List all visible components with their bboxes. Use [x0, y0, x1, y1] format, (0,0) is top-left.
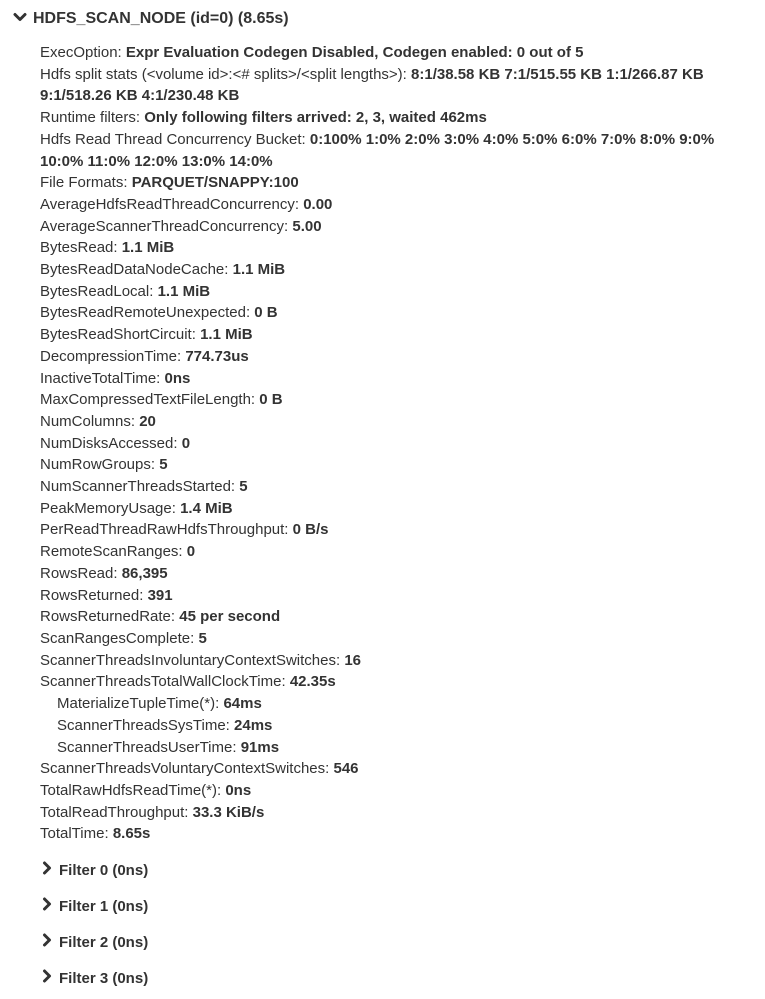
counter-row: [40, 628, 740, 650]
counter-label: DecompressionTime:: [40, 347, 182, 365]
counter-value: 86,395: [121, 564, 168, 582]
counter-value: 5: [198, 629, 207, 647]
counter-label: RowsRead:: [40, 564, 118, 582]
counter-row: [40, 606, 740, 628]
counter-row: [40, 802, 740, 824]
counter-label: ScannerThreadsSysTime:: [57, 716, 230, 734]
filters-list: [0, 859, 765, 989]
counter-label: PeakMemoryUsage:: [40, 499, 176, 517]
counter-label: InactiveTotalTime:: [40, 369, 161, 387]
counter-label: ScannerThreadsTotalWallClockTime:: [40, 673, 286, 691]
counter-row: [40, 107, 740, 129]
counter-label: Hdfs split stats (<volume id>:<# splits>/<split lengths>):: [40, 65, 407, 83]
counter-row: [40, 498, 740, 520]
counter-label: BytesReadDataNodeCache:: [40, 261, 229, 279]
counter-row: [40, 693, 740, 715]
counter-row: [40, 780, 740, 802]
chevron-right-icon: [42, 969, 52, 988]
counter-row: [40, 454, 740, 476]
filter-title: Filter 2 (0ns): [59, 933, 149, 951]
counter-value: 0:100% 1:0% 2:0% 3:0% 4:0% 5:0% 6:0% 7:0% 8:0% 9:0% 10:0% 11:0% 12:0% 13:0% 14:0%: [40, 130, 715, 170]
counter-label: ScannerThreadsVoluntaryContextSwitches:: [40, 760, 330, 778]
counter-row: [40, 281, 740, 303]
counter-label: MaxCompressedTextFileLength:: [40, 391, 256, 409]
counter-label: TotalTime:: [40, 825, 109, 843]
counter-value: Only following filters arrived: 2, 3, waited 462ms: [144, 109, 487, 127]
counter-value: 546: [333, 760, 359, 778]
counter-label: RemoteScanRanges:: [40, 543, 183, 561]
counter-row: [40, 259, 740, 281]
counter-label: RowsReturnedRate:: [40, 608, 176, 626]
counter-value: 91ms: [240, 738, 280, 756]
counter-row: [40, 42, 740, 64]
counter-label: Hdfs Read Thread Concurrency Bucket:: [40, 130, 306, 148]
counter-value: 0ns: [164, 369, 191, 387]
counter-label: TotalReadThroughput:: [40, 803, 189, 821]
counter-row: [40, 194, 740, 216]
filter-row[interactable]: [0, 931, 765, 953]
counter-row: [40, 237, 740, 259]
counter-row: [40, 823, 740, 845]
counter-label: MaterializeTupleTime(*):: [57, 695, 220, 713]
counter-value: 8.65s: [112, 825, 151, 843]
counter-row: [40, 476, 740, 498]
filter-title: Filter 0 (0ns): [59, 861, 149, 879]
counter-value: 5.00: [292, 217, 322, 235]
counter-label: Runtime filters:: [40, 109, 141, 127]
counter-label: ScannerThreadsUserTime:: [57, 738, 237, 756]
counter-value: 0: [181, 434, 191, 452]
filter-title: Filter 3 (0ns): [59, 969, 149, 987]
chevron-right-icon: [42, 897, 52, 916]
counter-label: BytesRead:: [40, 239, 118, 257]
counter-row: [40, 433, 740, 455]
counter-label: ExecOption:: [40, 44, 122, 61]
counter-value: 45 per second: [179, 608, 281, 626]
counter-value: 16: [344, 651, 362, 669]
counter-row: [40, 715, 740, 737]
counter-value: 391: [147, 586, 173, 604]
counter-row: [40, 216, 740, 238]
chevron-right-icon: [42, 861, 52, 880]
counter-row: [40, 563, 740, 585]
counter-value: 774.73us: [185, 347, 249, 365]
chevron-down-icon: [13, 10, 27, 29]
counter-label: ScanRangesComplete:: [40, 629, 195, 647]
counter-value: 0.00: [303, 195, 333, 213]
counter-value: 5: [239, 478, 248, 496]
counter-value: 20: [139, 412, 156, 430]
counter-value: 0 B: [254, 304, 278, 322]
counter-row: [40, 324, 740, 346]
counter-label: BytesReadLocal:: [40, 282, 154, 300]
counter-label: RowsReturned:: [40, 586, 144, 604]
counter-value: 33.3 KiB/s: [192, 803, 265, 821]
counter-label: NumDisksAccessed:: [40, 434, 178, 452]
counters-list: [40, 42, 740, 845]
filter-row[interactable]: [0, 895, 765, 917]
counter-value: 1.1 MiB: [200, 326, 253, 344]
counter-value: 0 B: [259, 391, 283, 409]
counter-value: Expr Evaluation Codegen Disabled, Codegen enabled: 0 out of 5: [125, 44, 584, 61]
counter-label: File Formats:: [40, 174, 128, 192]
counter-value: 5: [159, 456, 168, 474]
counter-row: [40, 650, 740, 672]
counter-label: TotalRawHdfsReadTime(*):: [40, 781, 222, 799]
counter-label: NumColumns:: [40, 412, 136, 430]
counter-value: 1.1 MiB: [121, 239, 175, 257]
filter-row[interactable]: [0, 967, 765, 989]
counter-value: 64ms: [223, 695, 262, 713]
counter-row: [40, 737, 740, 759]
counter-row: [40, 519, 740, 541]
counter-row: [40, 129, 740, 172]
counter-value: 1.1 MiB: [232, 261, 286, 279]
section-header-hdfs-scan-node[interactable]: [0, 8, 765, 30]
counter-value: 1.4 MiB: [180, 499, 233, 517]
counter-value: 0: [186, 543, 196, 561]
counter-label: ScannerThreadsInvoluntaryContextSwitches:: [40, 651, 341, 669]
counter-value: 8:1/38.58 KB 7:1/515.55 KB 1:1/266.87 KB 9:1/518.26 KB 4:1/230.48 KB: [40, 65, 704, 105]
counter-row: [40, 64, 740, 107]
counter-row: [40, 368, 740, 390]
counter-label: AverageHdfsReadThreadConcurrency:: [40, 195, 300, 213]
counter-value: 42.35s: [289, 673, 336, 691]
counter-value: 24ms: [234, 716, 273, 734]
counter-row: [40, 172, 740, 194]
counter-value: PARQUET/SNAPPY:100: [131, 174, 299, 192]
counter-label: NumRowGroups:: [40, 456, 156, 474]
counter-label: PerReadThreadRawHdfsThroughput:: [40, 521, 289, 539]
counter-row: [40, 302, 740, 324]
counter-value: 0ns: [225, 781, 252, 799]
chevron-right-icon: [42, 933, 52, 952]
counter-row: [40, 541, 740, 563]
counter-label: BytesReadShortCircuit:: [40, 326, 196, 344]
filter-title: Filter 1 (0ns): [59, 897, 149, 915]
counter-row: [40, 389, 740, 411]
counter-row: [40, 585, 740, 607]
counter-label: AverageScannerThreadConcurrency:: [40, 217, 289, 235]
counter-value: 1.1 MiB: [157, 282, 211, 300]
filter-row[interactable]: [0, 859, 765, 881]
counter-label: BytesReadRemoteUnexpected:: [40, 304, 251, 322]
counter-row: [40, 346, 740, 368]
counter-row: [40, 411, 740, 433]
counter-row: [40, 671, 740, 693]
section-title: HDFS_SCAN_NODE (id=0) (8.65s): [33, 10, 289, 27]
counter-row: [40, 758, 740, 780]
counter-value: 0 B/s: [292, 521, 329, 539]
counter-label: NumScannerThreadsStarted:: [40, 478, 236, 496]
